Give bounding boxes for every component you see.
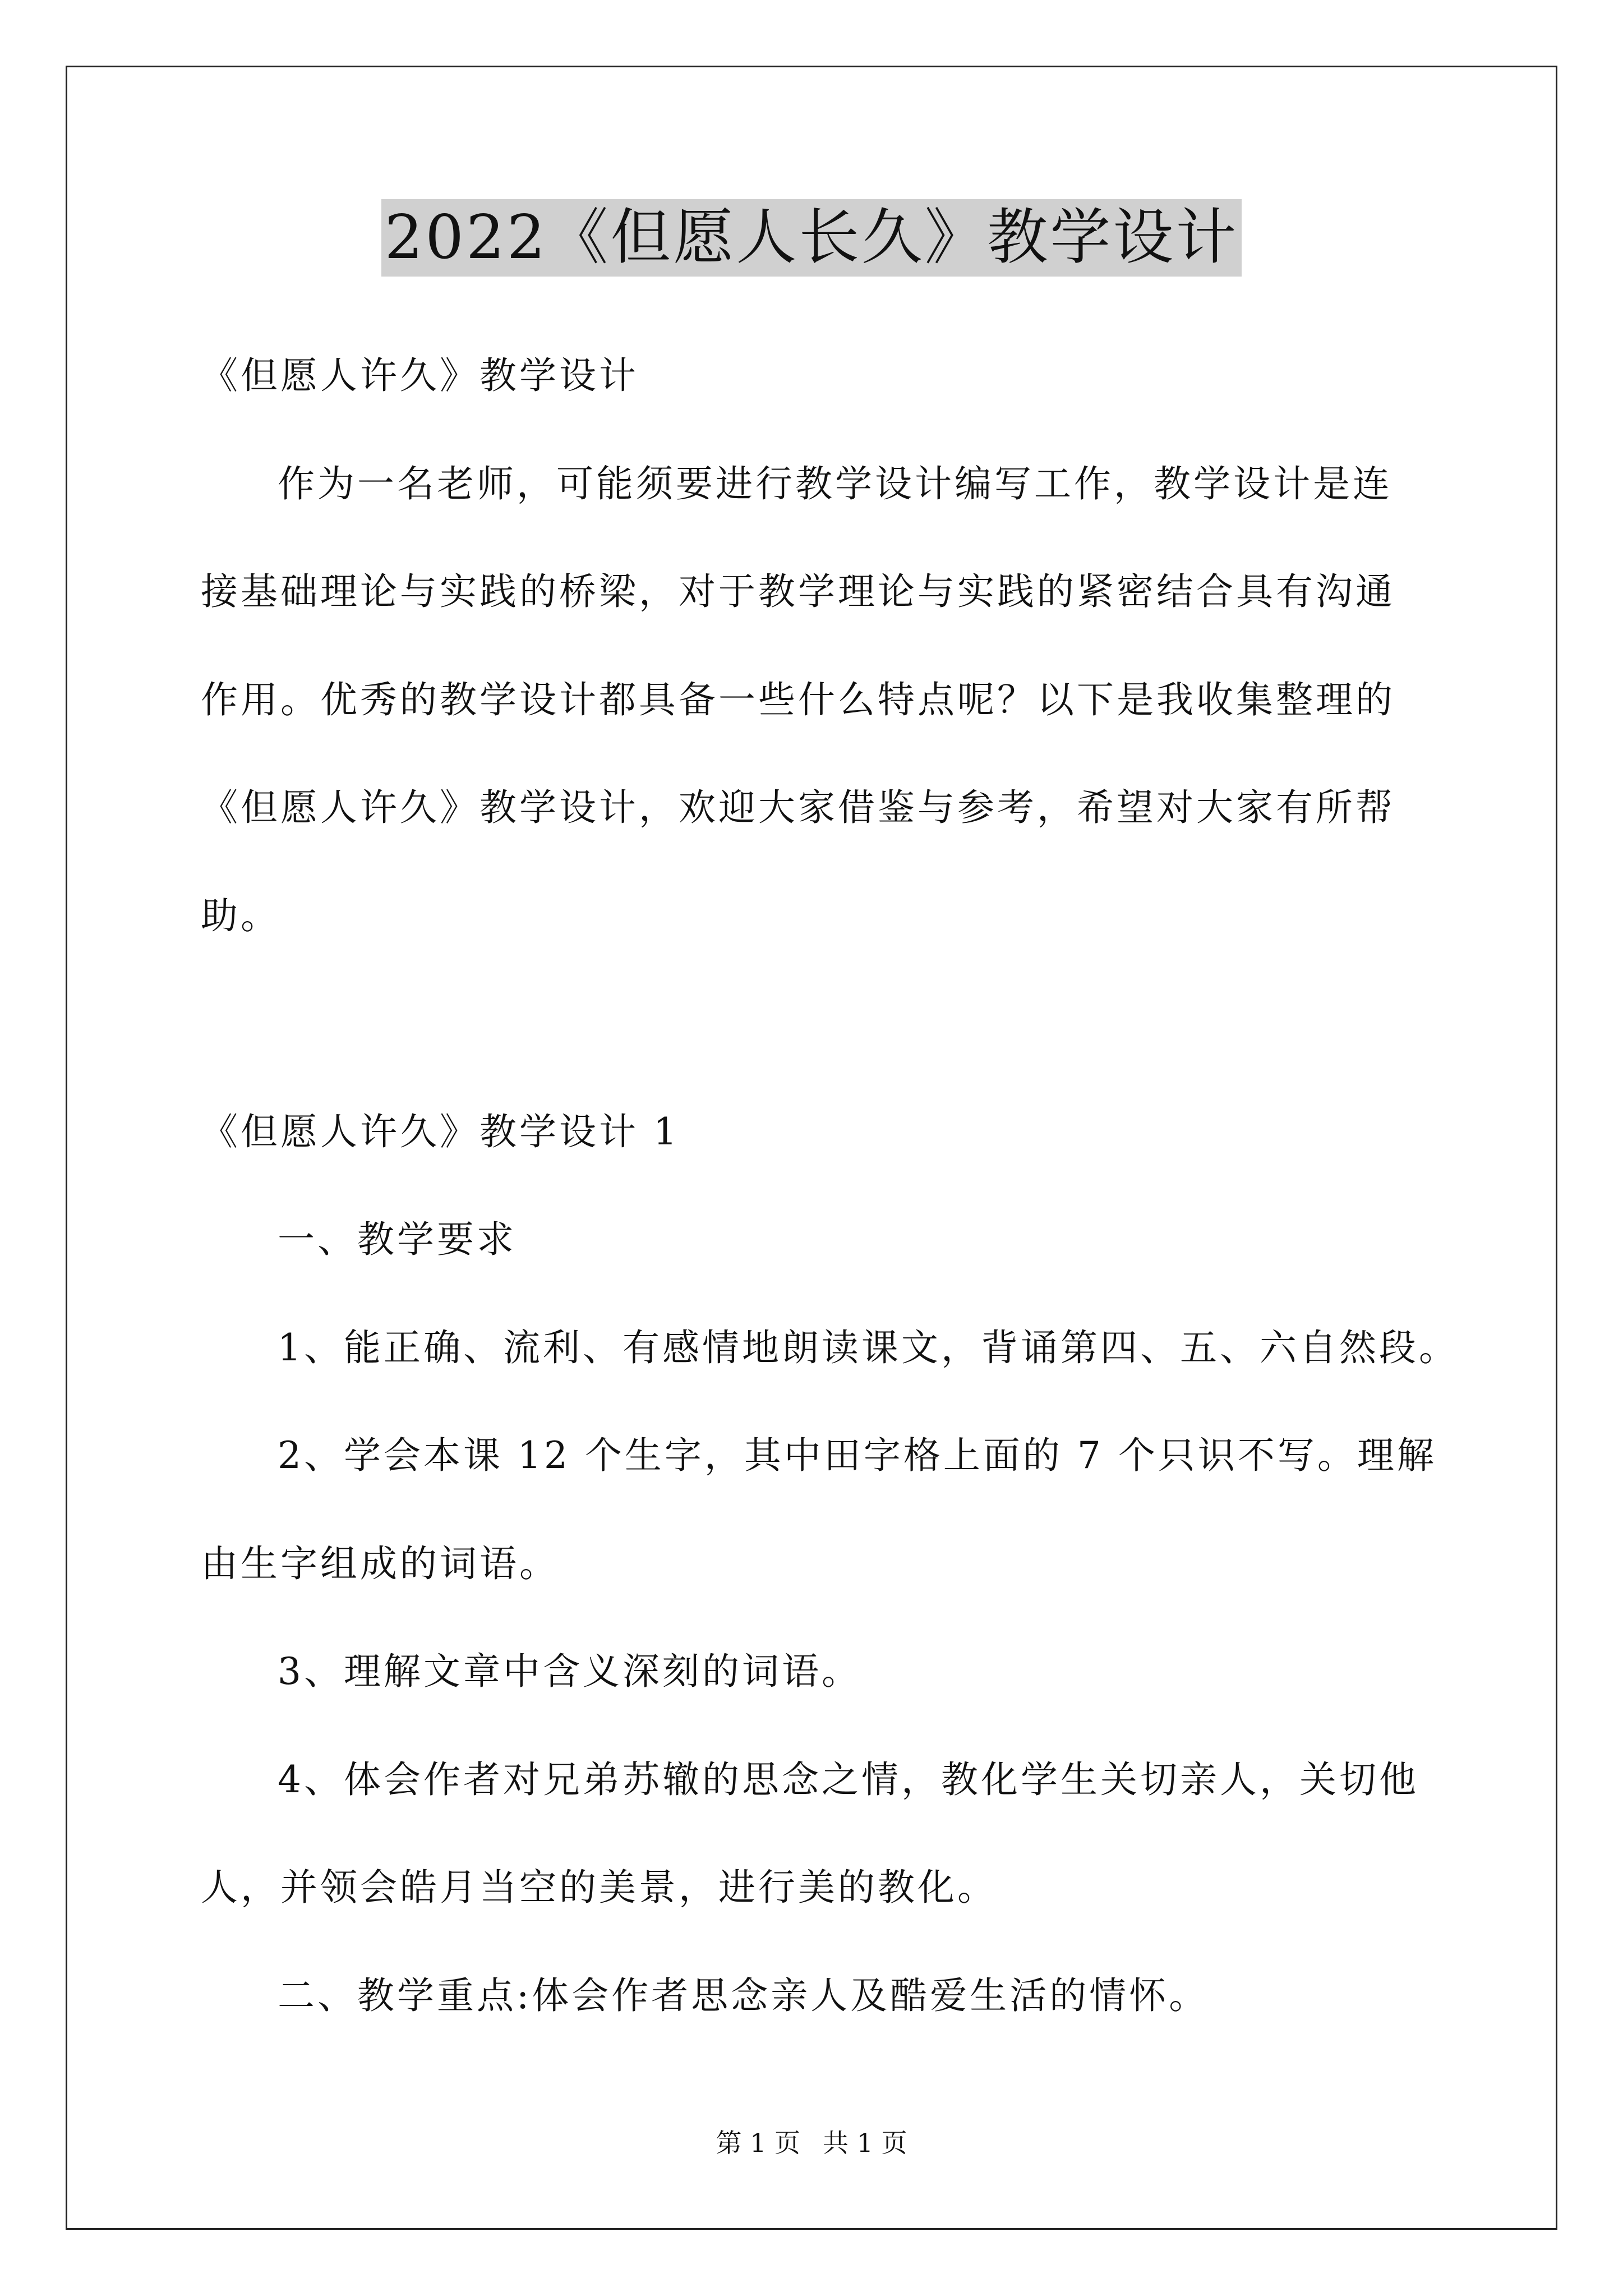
paragraph-line: 接基础理论与实践的桥梁，对于教学理论与实践的紧密结合具有沟通: [201, 570, 1395, 613]
paragraph-line: 助。: [201, 894, 280, 937]
list-heading: 一、教学要求: [278, 1218, 517, 1261]
page-total: 共 1 页: [823, 2128, 907, 2158]
paragraph-line: 作用。优秀的教学设计都具备一些什么特点呢？以下是我收集整理的: [201, 678, 1395, 721]
list-item-continued: 由生字组成的词语。: [201, 1542, 559, 1585]
page-footer: [0, 2126, 1623, 2160]
list-item: 3、理解文章中含义深刻的词语。: [278, 1650, 861, 1693]
paragraph-line: 作为一名老师，可能须要进行教学设计编写工作，教学设计是连: [278, 462, 1393, 505]
page-number: 第 1 页: [716, 2128, 800, 2158]
paragraph-line: 《但愿人许久》教学设计，欢迎大家借鉴与参考，希望对大家有所帮: [201, 786, 1395, 829]
list-heading: 二、教学重点:体会作者思念亲人及酷爱生活的情怀。: [278, 1974, 1209, 2017]
list-item: 2、学会本课 12 个生字，其中田字格上面的 7 个只识不写。理解: [278, 1434, 1437, 1477]
list-item: 1、能正确、流利、有感情地朗读课文，背诵第四、五、六自然段。: [278, 1326, 1459, 1369]
list-item: 4、体会作者对兄弟苏辙的思念之情，教化学生关切亲人，关切他: [278, 1758, 1419, 1801]
subtitle-line: 《但愿人许久》教学设计: [201, 354, 639, 397]
document-title: 2022《但愿人长久》教学设计: [381, 199, 1242, 277]
title-container: [0, 199, 1623, 277]
section-heading: 《但愿人许久》教学设计 1: [201, 1110, 680, 1153]
list-item-continued: 人，并领会皓月当空的美景，进行美的教化。: [201, 1866, 997, 1909]
